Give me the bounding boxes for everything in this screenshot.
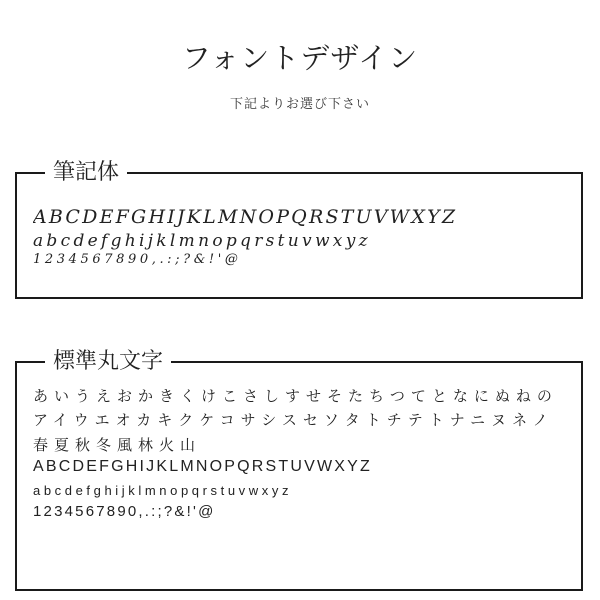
page-subtitle: 下記よりお選び下さい (229, 97, 370, 112)
rounded-lowercase-row: abcdefghijklmnopqrstuvwxyz (33, 483, 293, 498)
katakana-row: アイウエオカキクケコサシスセソタトチテトナニヌネノ (33, 411, 554, 429)
page-title: フォントデザイン (181, 41, 419, 75)
font-sample-script (15, 160, 583, 299)
rounded-numbers-row: 1234567890,.:;?&!'@ (33, 503, 216, 520)
section-label-rounded: 標準丸文字 (45, 343, 171, 381)
section-label-script: 筆記体 (45, 154, 127, 192)
font-sample-rounded (15, 349, 583, 591)
hiragana-row: あいうえおかきくけこさしすせそたちつてとなにぬねの (33, 387, 558, 405)
script-uppercase-row: ABCDEFGHIJKLMNOPQRSTUVWXYZ (33, 206, 458, 228)
rounded-uppercase-row: ABCDEFGHIJKLMNOPQRSTUVWXYZ (33, 458, 373, 475)
kanji-row: 春夏秋冬風林火山 (33, 436, 202, 454)
script-numbers-row: 1234567890,.:;?&!'@ (33, 252, 242, 267)
script-lowercase-row: abcdefghijklmnopqrstuvwxyz (33, 231, 371, 251)
